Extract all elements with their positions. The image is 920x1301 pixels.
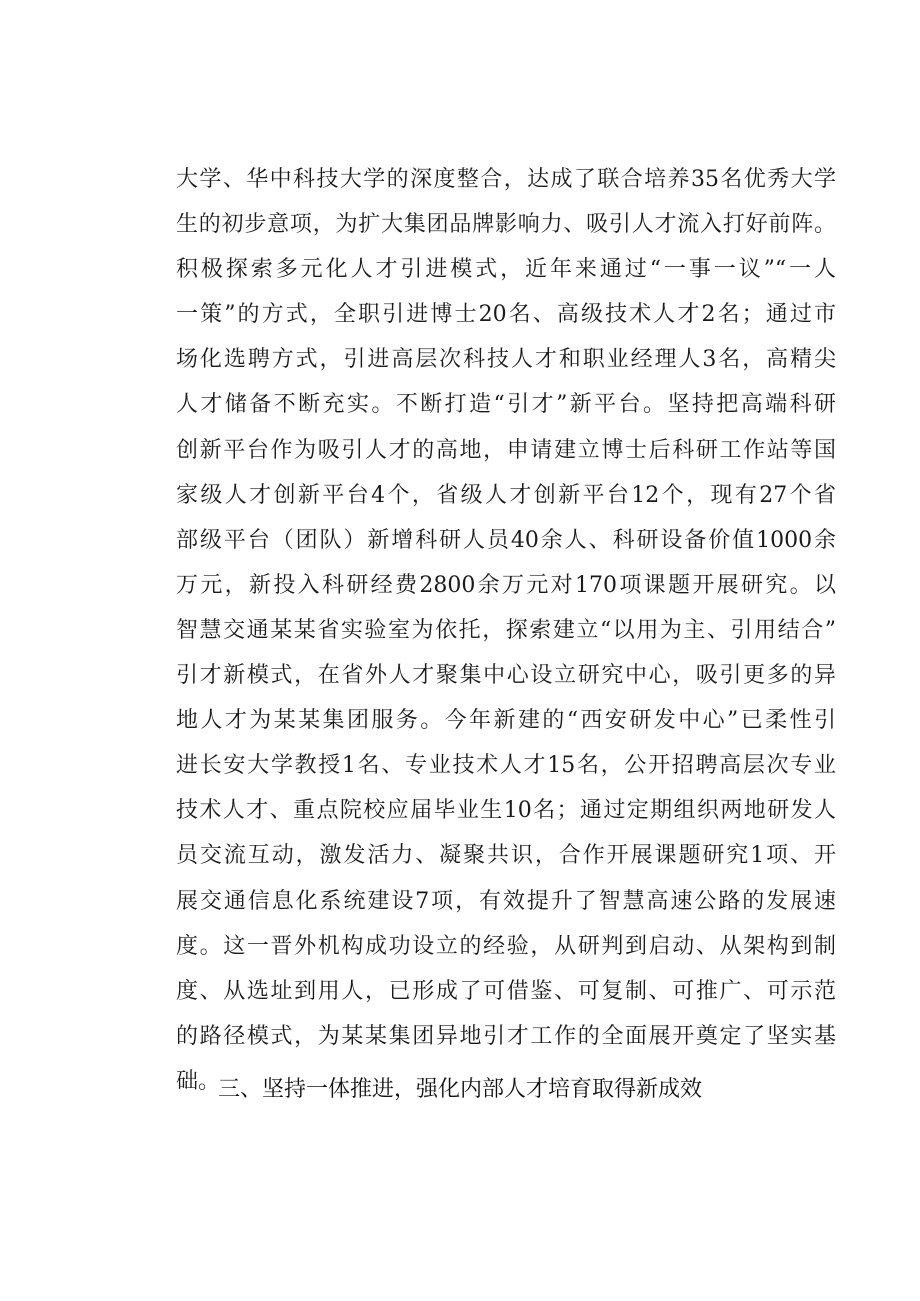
section-heading: 三、坚持一体推进，强化内部人才培育取得新成效 bbox=[217, 1077, 702, 1102]
text-line-7: 创新平台作为吸引人才的高地，申请建立博士后科研工作站等国 bbox=[176, 437, 836, 463]
text-line-13: 地人才为某某集团服务。今年新建的“西安研发中心”已柔性引 bbox=[176, 708, 836, 734]
text-line-20: 的路径模式，为某某集团异地引才工作的全面展开奠定了坚实基 bbox=[176, 1023, 836, 1049]
text-line-14: 进长安大学教授1名、专业技术人才15名，公开招聘高层次专业 bbox=[176, 753, 836, 779]
text-line-15: 技术人才、重点院校应届毕业生10名；通过定期组织两地研发人 bbox=[176, 798, 836, 824]
text-line-3: 积极探索多元化人才引进模式，近年来通过“一事一议”“一人 bbox=[176, 257, 836, 283]
text-line-10: 万元，新投入科研经费2800余万元对170项课题开展研究。以 bbox=[176, 572, 836, 598]
text-line-19: 度、从选址到用人，已形成了可借鉴、可复制、可推广、可示范 bbox=[176, 978, 836, 1004]
body-paragraph bbox=[176, 157, 836, 1104]
text-line-5: 场化选聘方式，引进高层次科技人才和职业经理人3名，高精尖 bbox=[176, 347, 836, 373]
text-line-17: 展交通信息化系统建设7项，有效提升了智慧高速公路的发展速 bbox=[176, 888, 836, 914]
text-line-1: 大学、华中科技大学的深度整合，达成了联合培养35名优秀大学 bbox=[176, 167, 836, 192]
text-line-11: 智慧交通某某省实验室为依托，探索建立“以用为主、引用结合” bbox=[176, 617, 836, 643]
text-line-8: 家级人才创新平台4个，省级人才创新平台12个，现有27个省 bbox=[176, 482, 836, 508]
text-line-12: 引才新模式，在省外人才聚集中心设立研究中心，吸引更多的异 bbox=[176, 663, 836, 689]
text-line-21: 础。 bbox=[176, 1068, 221, 1094]
text-line-4: 一策”的方式，全职引进博士20名、高级技术人才2名；通过市 bbox=[176, 302, 836, 328]
text-line-16: 员交流互动，激发活力、凝聚共识，合作开展课题研究1项、开 bbox=[176, 843, 836, 869]
text-line-6: 人才储备不断充实。不断打造“引才”新平台。坚持把高端科研 bbox=[176, 392, 836, 418]
text-line-18: 度。这一晋外机构成功设立的经验，从研判到启动、从架构到制 bbox=[176, 933, 836, 959]
text-line-2: 生的初步意项，为扩大集团品牌影响力、吸引人才流入打好前阵。 bbox=[176, 212, 836, 238]
text-line-9: 部级平台（团队）新增科研人员40余人、科研设备价值1000余 bbox=[176, 527, 836, 553]
